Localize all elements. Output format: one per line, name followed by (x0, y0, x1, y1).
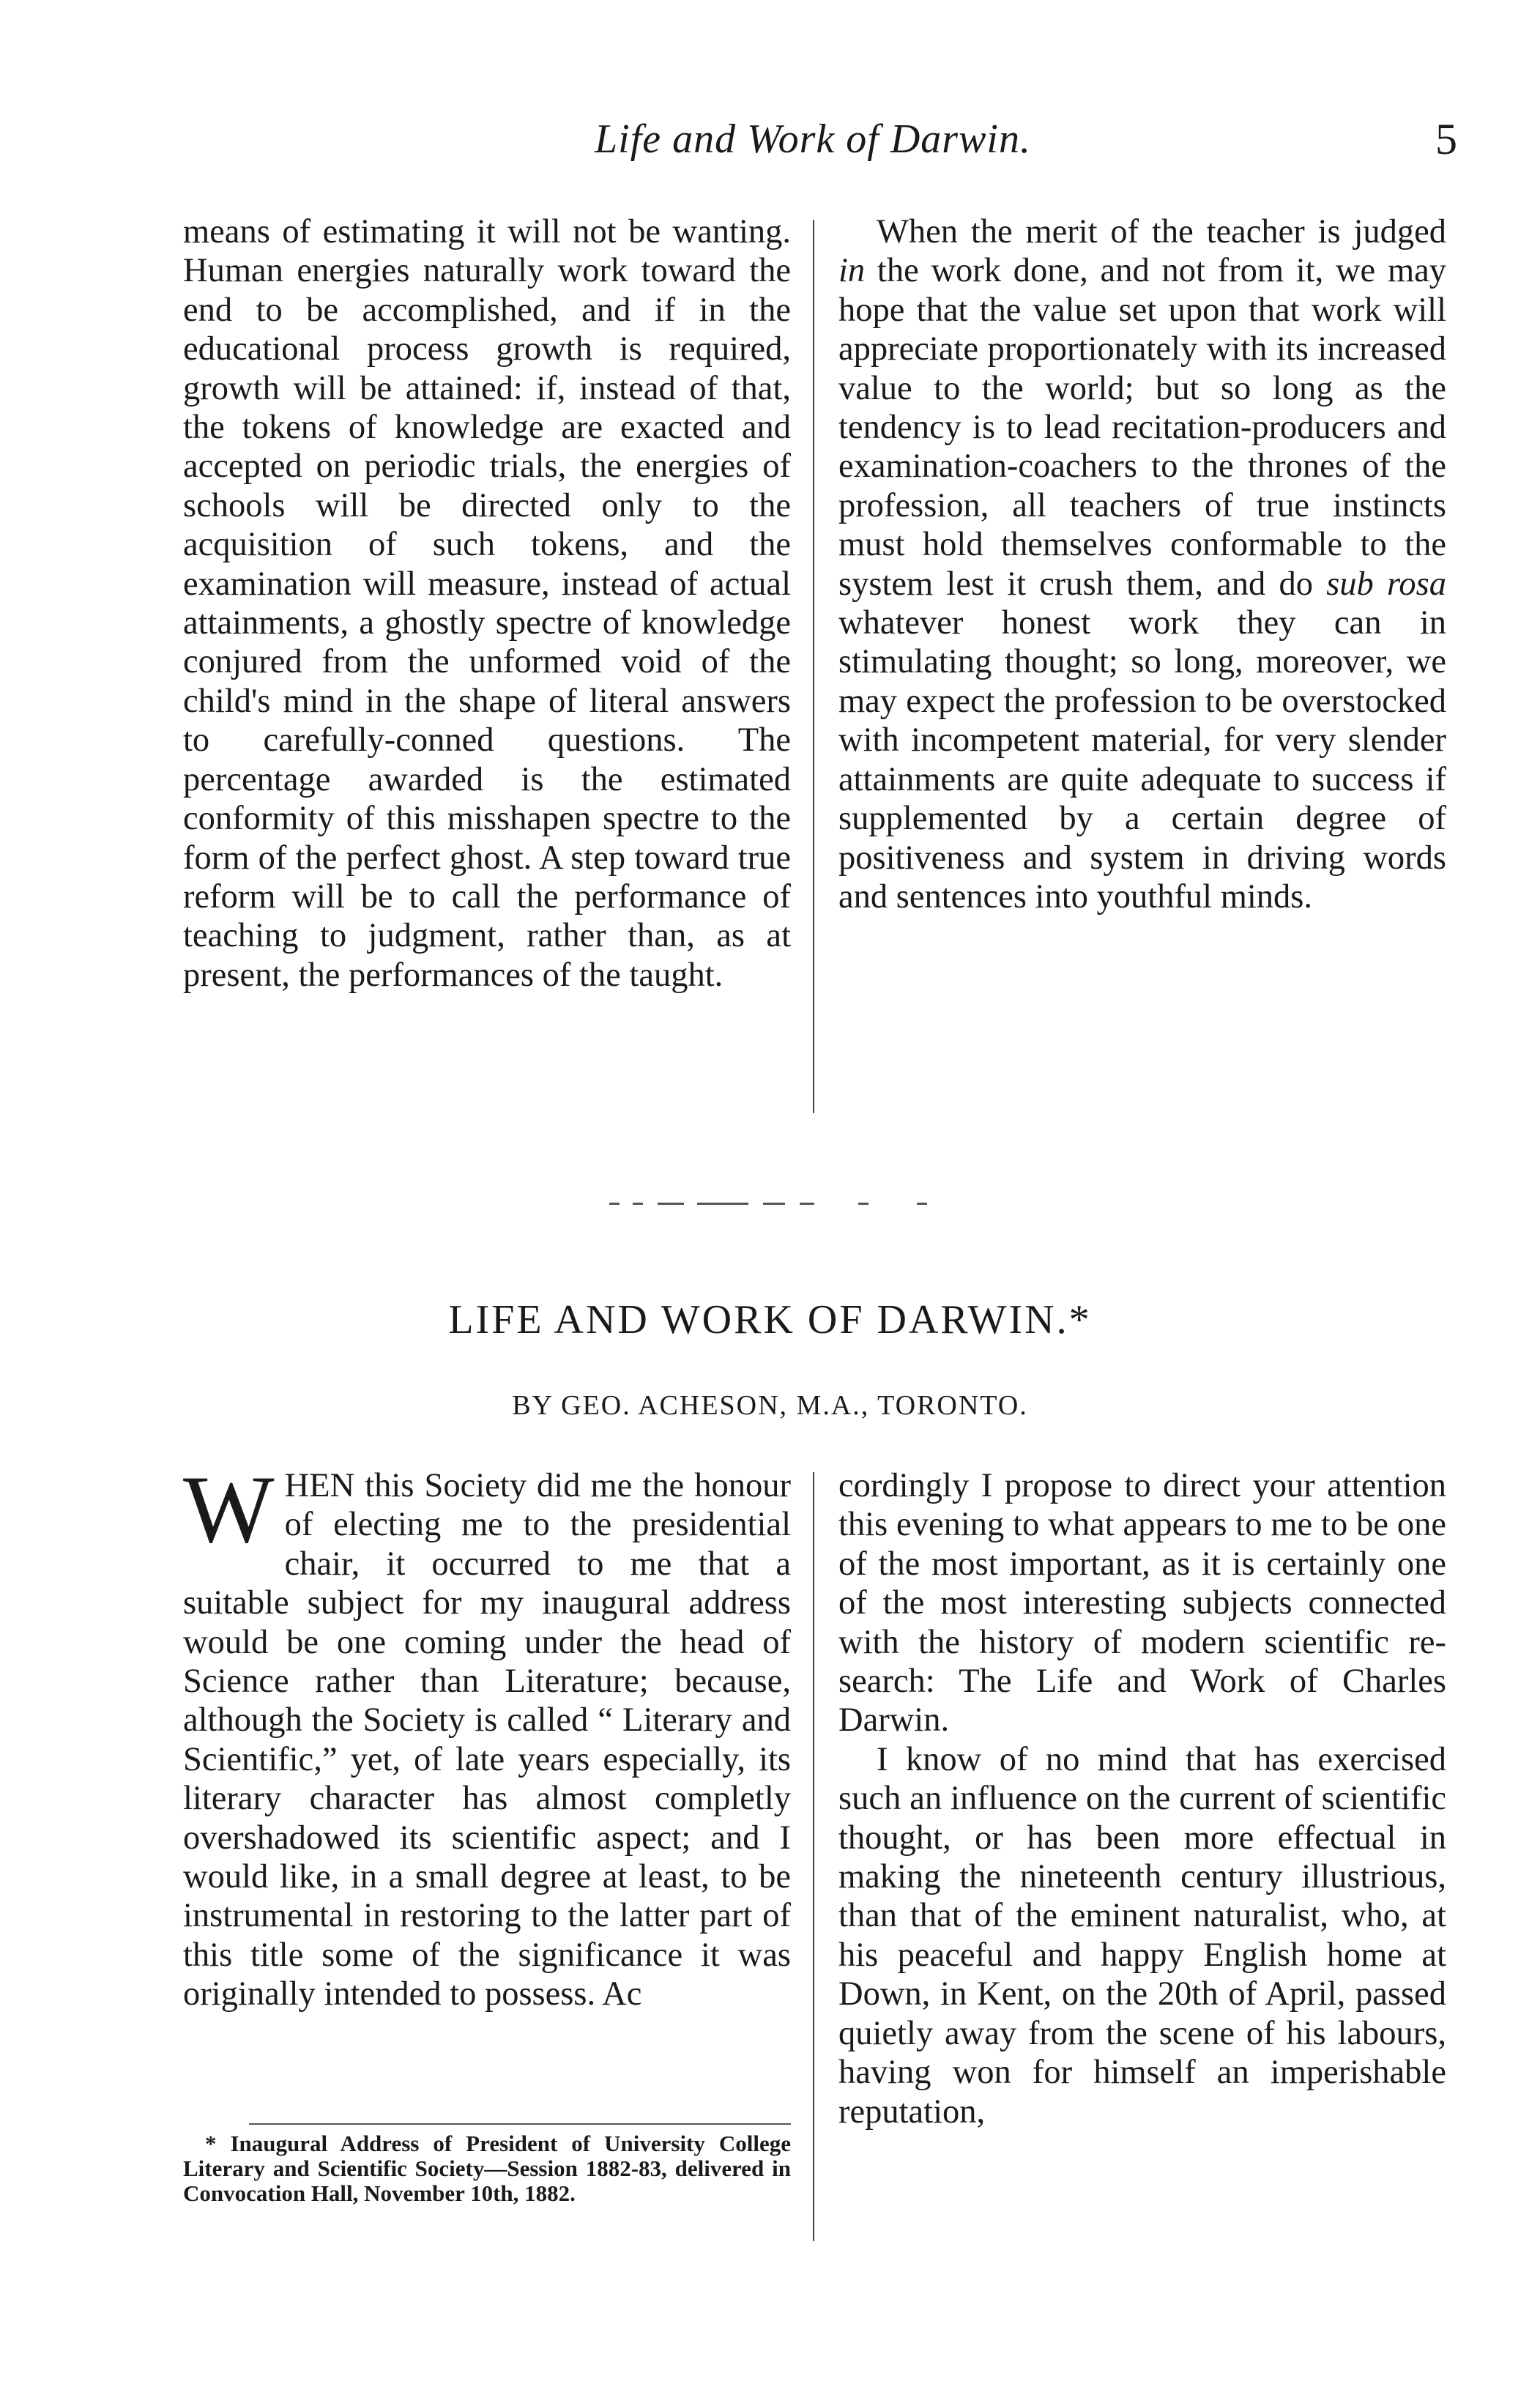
page-number: 5 (1435, 115, 1457, 163)
top-left-column (183, 212, 791, 995)
section-separator (609, 1203, 931, 1207)
text-run: HEN this Society did me the honour of electing me to the presidential chair, it occurred to me that a suitable subject for my inaugural address would be one coming under the head of Science rather than Literature; because, although the Society is called “ Literary and Scientific,” yet, of late years especially, its literary character has almost completly overshadowed its scientific aspect; and I would like, in a small degree at least, to be instrumental in restoring to the latter part of this title some of the significance it was originally intended to possess. Ac (183, 1467, 791, 2013)
drop-cap: W (183, 1455, 275, 1563)
running-title: Life and Work of Darwin. (595, 116, 1031, 162)
italic-text: sub rosa (1326, 565, 1447, 603)
text-run: whatever honest work they can in stimulating thought; so long, moreover, we may expect the profession to be overstocked with incompetent material, for very slender attainments are quite adequate to success if supplemented by a certain degree of positiveness and system in driving words and sentences into youthful minds. (838, 604, 1446, 916)
column-divider (813, 1472, 814, 2241)
article-left-column (183, 1455, 791, 2014)
footnote (183, 2131, 791, 2206)
paragraph: means of estimating it will not be wanting. Human energies naturally work toward the end to be accomplished, and if in the educational process growth is required, growth will be attained: if, instead of that, the tokens of knowledge are exacted and accepted on periodic trials, the energies of schools will be directed only to the acquisition of such tokens, and the examination will measure, instead of actual attainments, a ghostly spectre of knowledge conjured from the unformed void of the child's mind in the shape of literal answers to carefully-conned questions. The percentage awarded is the estimated conformity of this misshapen spectre to the form of the perfect ghost. A step toward true reform will be to call the performance of teaching to judgment, rather than, as at present, the performances of the taught. (183, 213, 791, 994)
text-run: the work done, and not from it, we may hope that the value set upon that work will appreciate proportionately with its increased value to the world; but so long as the tendency is to lead recitation-producers and examination-coachers to the thrones of the profession, all teachers of true instincts must hold themselves conformable to the system lest it crush them, and do (838, 252, 1446, 603)
paragraph (838, 212, 1446, 916)
paragraph: I know of no mind that has exercised such an influence on the current of scientific thought, or has been more effectual in making the nineteenth century illustrious, than that of the eminent naturalist, who, at his peaceful and happy English home at Down, in Kent, on the 20th of April, passed quietly away from the scene of his labours, having won for himself an imperishable reputation, (838, 1740, 1446, 2131)
footnote-divider (249, 2123, 791, 2125)
paragraph (183, 1455, 791, 2014)
text-run: When the merit of the teacher is judged (877, 213, 1446, 250)
top-right-column (838, 212, 1446, 916)
footnote-text: * Inaugural Address of President of University College Literary and Scientific Society—Session 1882-83, delivered in Convocation Hall, November 10th, 1882. (183, 2131, 791, 2206)
paragraph: cordingly I propose to direct your attention this evening to what appears to me to be one of the most important, as it is certainly one of the most interesting subjects connected with the history of modern scientific research: The Life and Work of Charles Darwin. (838, 1467, 1446, 1739)
italic-text: in (838, 252, 866, 290)
article-byline: BY GEO. ACHESON, M.A., TORONTO. (512, 1390, 1028, 1421)
article-right-column (838, 1466, 1446, 2131)
article-title: LIFE AND WORK OF DARWIN.* (448, 1297, 1092, 1343)
column-divider (813, 220, 814, 1113)
